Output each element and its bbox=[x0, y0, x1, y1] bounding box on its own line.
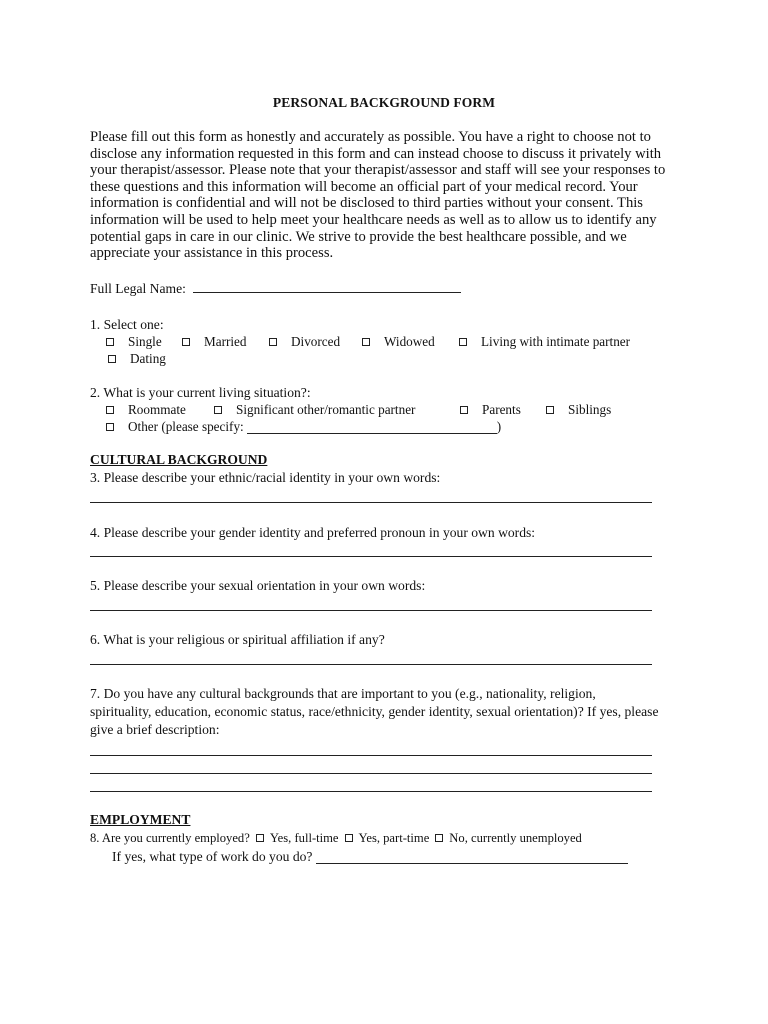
option-widowed[interactable]: Widowed bbox=[362, 334, 459, 350]
option-significant-other[interactable]: Significant other/romantic partner bbox=[214, 402, 460, 418]
q2-label: 2. What is your current living situation?: bbox=[90, 385, 311, 400]
checkbox-icon[interactable] bbox=[182, 338, 190, 346]
option-living-with-partner[interactable]: Living with intimate partner bbox=[459, 334, 630, 350]
checkbox-icon[interactable] bbox=[106, 423, 114, 431]
q5-answer-line[interactable] bbox=[90, 610, 652, 611]
q3-answer-line[interactable] bbox=[90, 502, 652, 503]
full-name-row bbox=[90, 280, 461, 297]
q1-options-row2 bbox=[108, 351, 166, 367]
q6-label: 6. What is your religious or spiritual affiliation if any? bbox=[90, 632, 385, 647]
q7-answer-line-1[interactable] bbox=[90, 755, 652, 756]
option-siblings[interactable]: Siblings bbox=[546, 402, 611, 418]
q2-options-row1 bbox=[106, 402, 611, 418]
option-unemployed[interactable]: No, currently unemployed bbox=[429, 831, 582, 846]
q8-label: 8. Are you currently employed? bbox=[90, 831, 250, 845]
checkbox-icon[interactable] bbox=[214, 406, 222, 414]
checkbox-icon[interactable] bbox=[106, 338, 114, 346]
option-divorced[interactable]: Divorced bbox=[269, 334, 362, 350]
q4-answer-line[interactable] bbox=[90, 556, 652, 557]
q8-followup-label: If yes, what type of work do you do? bbox=[112, 849, 313, 864]
full-name-label: Full Legal Name: bbox=[90, 281, 186, 296]
checkbox-icon[interactable] bbox=[362, 338, 370, 346]
q1-label: 1. Select one: bbox=[90, 317, 164, 332]
checkbox-icon[interactable] bbox=[106, 406, 114, 414]
option-other[interactable]: Other (please specify: ) bbox=[106, 419, 501, 435]
option-roommate[interactable]: Roommate bbox=[106, 402, 214, 418]
q8-followup-row bbox=[112, 849, 628, 865]
option-yes-full-time[interactable]: Yes, full-time bbox=[250, 831, 339, 846]
form-title: PERSONAL BACKGROUND FORM bbox=[272, 95, 496, 110]
form-page bbox=[90, 0, 690, 1024]
q6-answer-line[interactable] bbox=[90, 664, 652, 665]
checkbox-icon[interactable] bbox=[345, 834, 353, 842]
work-type-input[interactable] bbox=[316, 851, 628, 864]
q7-label: 7. Do you have any cultural backgrounds that are important to you (e.g., nationality, religion, spirituality, education, economic status, race/ethnicity, gender identity, sexual orientation)? If yes, please give a brief description: bbox=[90, 686, 659, 737]
employment-heading: EMPLOYMENT bbox=[90, 812, 191, 827]
q3-label: 3. Please describe your ethnic/racial identity in your own words: bbox=[90, 470, 441, 485]
checkbox-icon[interactable] bbox=[256, 834, 264, 842]
checkbox-icon[interactable] bbox=[460, 406, 468, 414]
option-dating[interactable]: Dating bbox=[108, 351, 166, 367]
option-single[interactable]: Single bbox=[106, 334, 182, 350]
cultural-background-heading: CULTURAL BACKGROUND bbox=[90, 452, 268, 467]
q1-options-row1 bbox=[106, 334, 630, 350]
checkbox-icon[interactable] bbox=[435, 834, 443, 842]
q2-options-row2 bbox=[106, 419, 501, 435]
checkbox-icon[interactable] bbox=[546, 406, 554, 414]
option-parents[interactable]: Parents bbox=[460, 402, 546, 418]
q5-label: 5. Please describe your sexual orientation in your own words: bbox=[90, 578, 426, 593]
checkbox-icon[interactable] bbox=[459, 338, 467, 346]
full-name-input[interactable] bbox=[193, 280, 461, 293]
q7-answer-line-3[interactable] bbox=[90, 791, 652, 792]
checkbox-icon[interactable] bbox=[269, 338, 277, 346]
q7-answer-line-2[interactable] bbox=[90, 773, 652, 774]
intro-paragraph: Please fill out this form as honestly and accurately as possible. You have a right to choose not to disclose any information requested in this form and can instead choose to discuss it privately with your therapist/assessor. Please note that your therapist/assessor and staff will see your responses to these questions and this information will become an official part of your medical record. Your information is confidential and will not be disclosed to third parties without your consent. This information will be used to help meet your healthcare needs as well as to allow us to identify any potential gaps in care in our clinic. We strive to provide the best healthcare possible, and we appreciate your assistance in this process. bbox=[90, 129, 666, 262]
checkbox-icon[interactable] bbox=[108, 355, 116, 363]
option-married[interactable]: Married bbox=[182, 334, 269, 350]
option-yes-part-time[interactable]: Yes, part-time bbox=[339, 831, 430, 846]
q8-row bbox=[90, 830, 582, 846]
q4-label: 4. Please describe your gender identity and preferred pronoun in your own words: bbox=[90, 525, 536, 540]
other-specify-input[interactable] bbox=[247, 421, 497, 434]
